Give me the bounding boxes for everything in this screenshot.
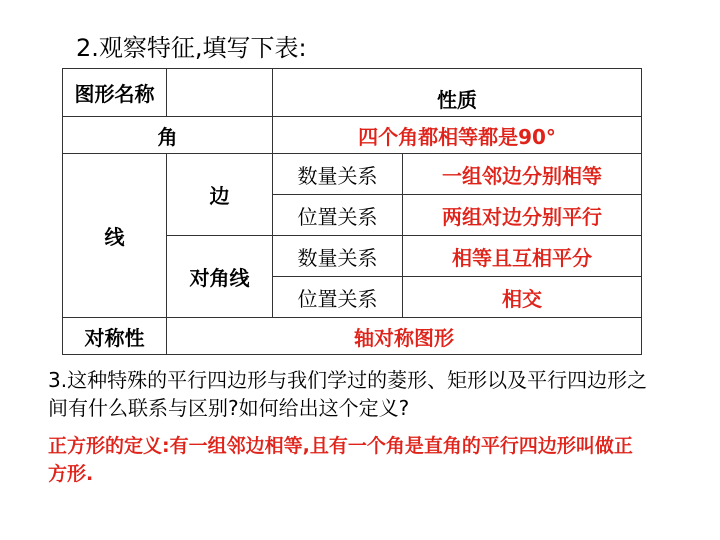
square-definition-answer: 正方形的定义:有一组邻边相等,且有一个角是直角的平行四边形叫做正方形. — [48, 435, 633, 485]
header-property: 性质 — [273, 69, 642, 117]
side-position-label: 位置关系 — [273, 195, 403, 236]
diagonal-quantity-label: 数量关系 — [273, 236, 403, 277]
diagonal-position-label: 位置关系 — [273, 277, 403, 318]
table-row-symmetry — [63, 318, 642, 355]
symmetry-value: 轴对称图形 — [167, 318, 642, 355]
properties-table — [62, 68, 642, 355]
table-header-row — [63, 69, 642, 117]
table-row-angle — [63, 117, 642, 154]
row-label-angle: 角 — [63, 117, 273, 154]
side-quantity-value: 一组邻边分别相等 — [403, 154, 642, 195]
row-label-side: 边 — [167, 154, 273, 236]
side-quantity-label: 数量关系 — [273, 154, 403, 195]
diagonal-position-value: 相交 — [403, 277, 642, 318]
row-label-symmetry: 对称性 — [63, 318, 167, 355]
angle-property-value: 四个角都相等都是90° — [273, 117, 642, 154]
side-position-value: 两组对边分别平行 — [403, 195, 642, 236]
question-3: 3.这种特殊的平行四边形与我们学过的菱形、矩形以及平行四边形之间有什么联系与区别?如何给出这个定义? — [48, 368, 648, 420]
header-empty-cell — [167, 69, 273, 117]
table-row-side-quantity — [63, 154, 642, 195]
header-figure-name: 图形名称 — [63, 69, 167, 117]
row-label-line: 线 — [63, 154, 167, 318]
diagonal-quantity-value: 相等且互相平分 — [403, 236, 642, 277]
row-label-diagonal: 对角线 — [167, 236, 273, 318]
exercise-heading: 2.观察特征,填写下表: — [76, 34, 307, 62]
